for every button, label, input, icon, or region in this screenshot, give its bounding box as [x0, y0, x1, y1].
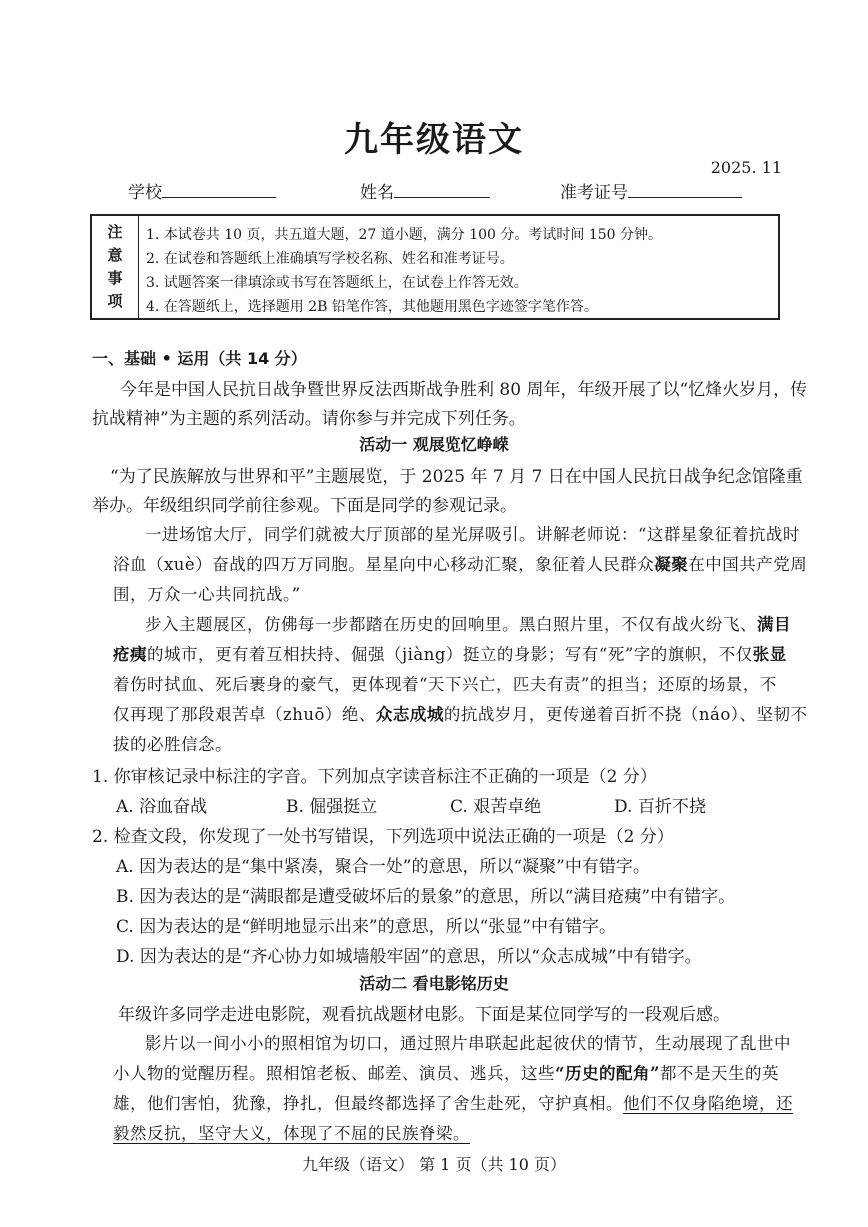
answer-option[interactable]: D. 百折不挠 — [614, 797, 706, 817]
notice-item: 2. 在试卷和答题纸上准确填写学校名称、姓名和准考证号。 — [146, 251, 514, 267]
answer-option[interactable]: C. 因为表达的是“鲜明地显示出来”的意思，所以“张显”中有错字。 — [116, 917, 616, 937]
question-stem: 1. 你审核记录中标注的字音。下列加点字读音标注不正确的一项是（2 分） — [92, 767, 657, 787]
activity-title: 活动一 观展览忆峥嵘 — [359, 435, 509, 454]
activity-title: 活动二 看电影铭历史 — [359, 974, 509, 993]
name-label: 姓名 — [360, 183, 394, 203]
review-line: 毅然反抗，坚守大义，体现了不屈的民族脊梁。 — [113, 1124, 470, 1143]
answer-option[interactable]: A. 浴血奋战 — [116, 797, 208, 817]
record-line: 围，万众一心共同抗战。” — [113, 585, 301, 604]
review-line: 雄，他们害怕，犹豫，挣扎，但最终都选择了舍生赴死，守护真相。他们不仅身陷绝境，还 — [113, 1094, 793, 1113]
exam-id-blank[interactable] — [628, 183, 742, 198]
school-blank[interactable] — [162, 183, 276, 198]
notice-item: 3. 试题答案一律填涂或书写在答题纸上，在试卷上作答无效。 — [146, 275, 528, 291]
exam-id-label: 准考证号 — [560, 183, 628, 203]
notice-box — [90, 214, 780, 320]
page-title: 九年级语文 — [344, 120, 524, 160]
name-field[interactable] — [360, 178, 490, 203]
intro-line: 抗战精神”为主题的系列活动。请你参与并完成下列任务。 — [92, 409, 526, 429]
notice-item: 4. 在答题纸上，选择题用 2B 铅笔作答，其他题用黑色字迹签字笔作答。 — [146, 299, 598, 315]
review-line: 小人物的觉醒历程。照相馆老板、邮差、演员、逃兵，这些“历史的配角”都不是天生的英 — [113, 1064, 779, 1083]
notice-list — [146, 223, 662, 319]
answer-option[interactable]: D. 因为表达的是“齐心协力如城墙般牢固”的意思，所以“众志成城”中有错字。 — [116, 947, 702, 967]
answer-option[interactable]: B. 倔强挺立 — [286, 797, 378, 817]
record-line: 一进场馆大厅，同学们就被大厅顶部的星光屏吸引。讲解老师说：“这群星象征着抗战时 — [145, 525, 800, 544]
notice-heading: 注 意 事 项 — [92, 216, 139, 318]
exam-date: 2025. 11 — [710, 158, 782, 177]
answer-option[interactable]: C. 艰苦卓绝 — [450, 797, 542, 817]
name-blank[interactable] — [394, 183, 490, 198]
question-stem: 2. 检查文段，你发现了一处书写错误，下列选项中说法正确的一项是（2 分） — [92, 827, 674, 847]
notice-item: 1. 本试卷共 10 页，共五道大题，27 道小题，满分 100 分。考试时间 150 分钟。 — [146, 227, 663, 243]
review-line: 影片以一间小小的照相馆为切口，通过照片串联起此起彼伏的情节，生动展现了乱世中 — [145, 1034, 791, 1053]
section-heading: 一、基础 • 运用（共 14 分） — [92, 349, 307, 368]
school-field[interactable] — [128, 178, 276, 203]
record-line: 浴血（xuè）奋战的四万万同胞。星星向中心移动汇聚，象征着人民群众凝聚在中国共产党周 — [113, 555, 808, 574]
record-line: 着伤时拭血、死后裹身的豪气，更体现着“天下兴亡，匹夫有责”的担当；还原的场景，不 — [113, 675, 777, 694]
answer-option[interactable]: B. 因为表达的是“满眼都是遭受破坏后的景象”的意思，所以“满目疮痍”中有错字。 — [116, 887, 736, 907]
school-label: 学校 — [128, 183, 162, 203]
record-line: 拔的必胜信念。 — [113, 735, 232, 754]
exam-id-field[interactable] — [560, 178, 742, 203]
activity-paragraph: “为了民族解放与世界和平”主题展览，于 2025 年 7 月 7 日在中国人民抗日战争纪念馆隆重 — [110, 467, 803, 487]
intro-line: 今年是中国人民抗日战争暨世界反法西斯战争胜利 80 周年，年级开展了以“忆烽火岁月，传 — [120, 380, 808, 400]
record-line: 疮痍的城市，更有着互相扶持、倔强（jiàng）挺立的身影；写有“死”字的旗帜，不仅张显 — [113, 645, 787, 664]
record-line: 步入主题展区，仿佛每一步都踏在历史的回响里。黑白照片里，不仅有战火纷飞、满目 — [145, 615, 791, 634]
page-footer: 九年级（语文） 第 1 页（共 10 页） — [302, 1155, 566, 1174]
answer-option[interactable]: A. 因为表达的是“集中紧凑，聚合一处”的意思，所以“凝聚”中有错字。 — [116, 857, 650, 877]
record-line: 仅再现了那段艰苦卓（zhuō）绝、众志成城的抗战岁月，更传递着百折不挠（náo）、坚韧不 — [113, 705, 808, 724]
activity-paragraph: 举办。年级组织同学前往参观。下面是同学的参观记录。 — [92, 496, 517, 516]
activity-paragraph: 年级许多同学走进电影院，观看抗战题材电影。下面是某位同学写的一段观后感。 — [118, 1005, 730, 1025]
